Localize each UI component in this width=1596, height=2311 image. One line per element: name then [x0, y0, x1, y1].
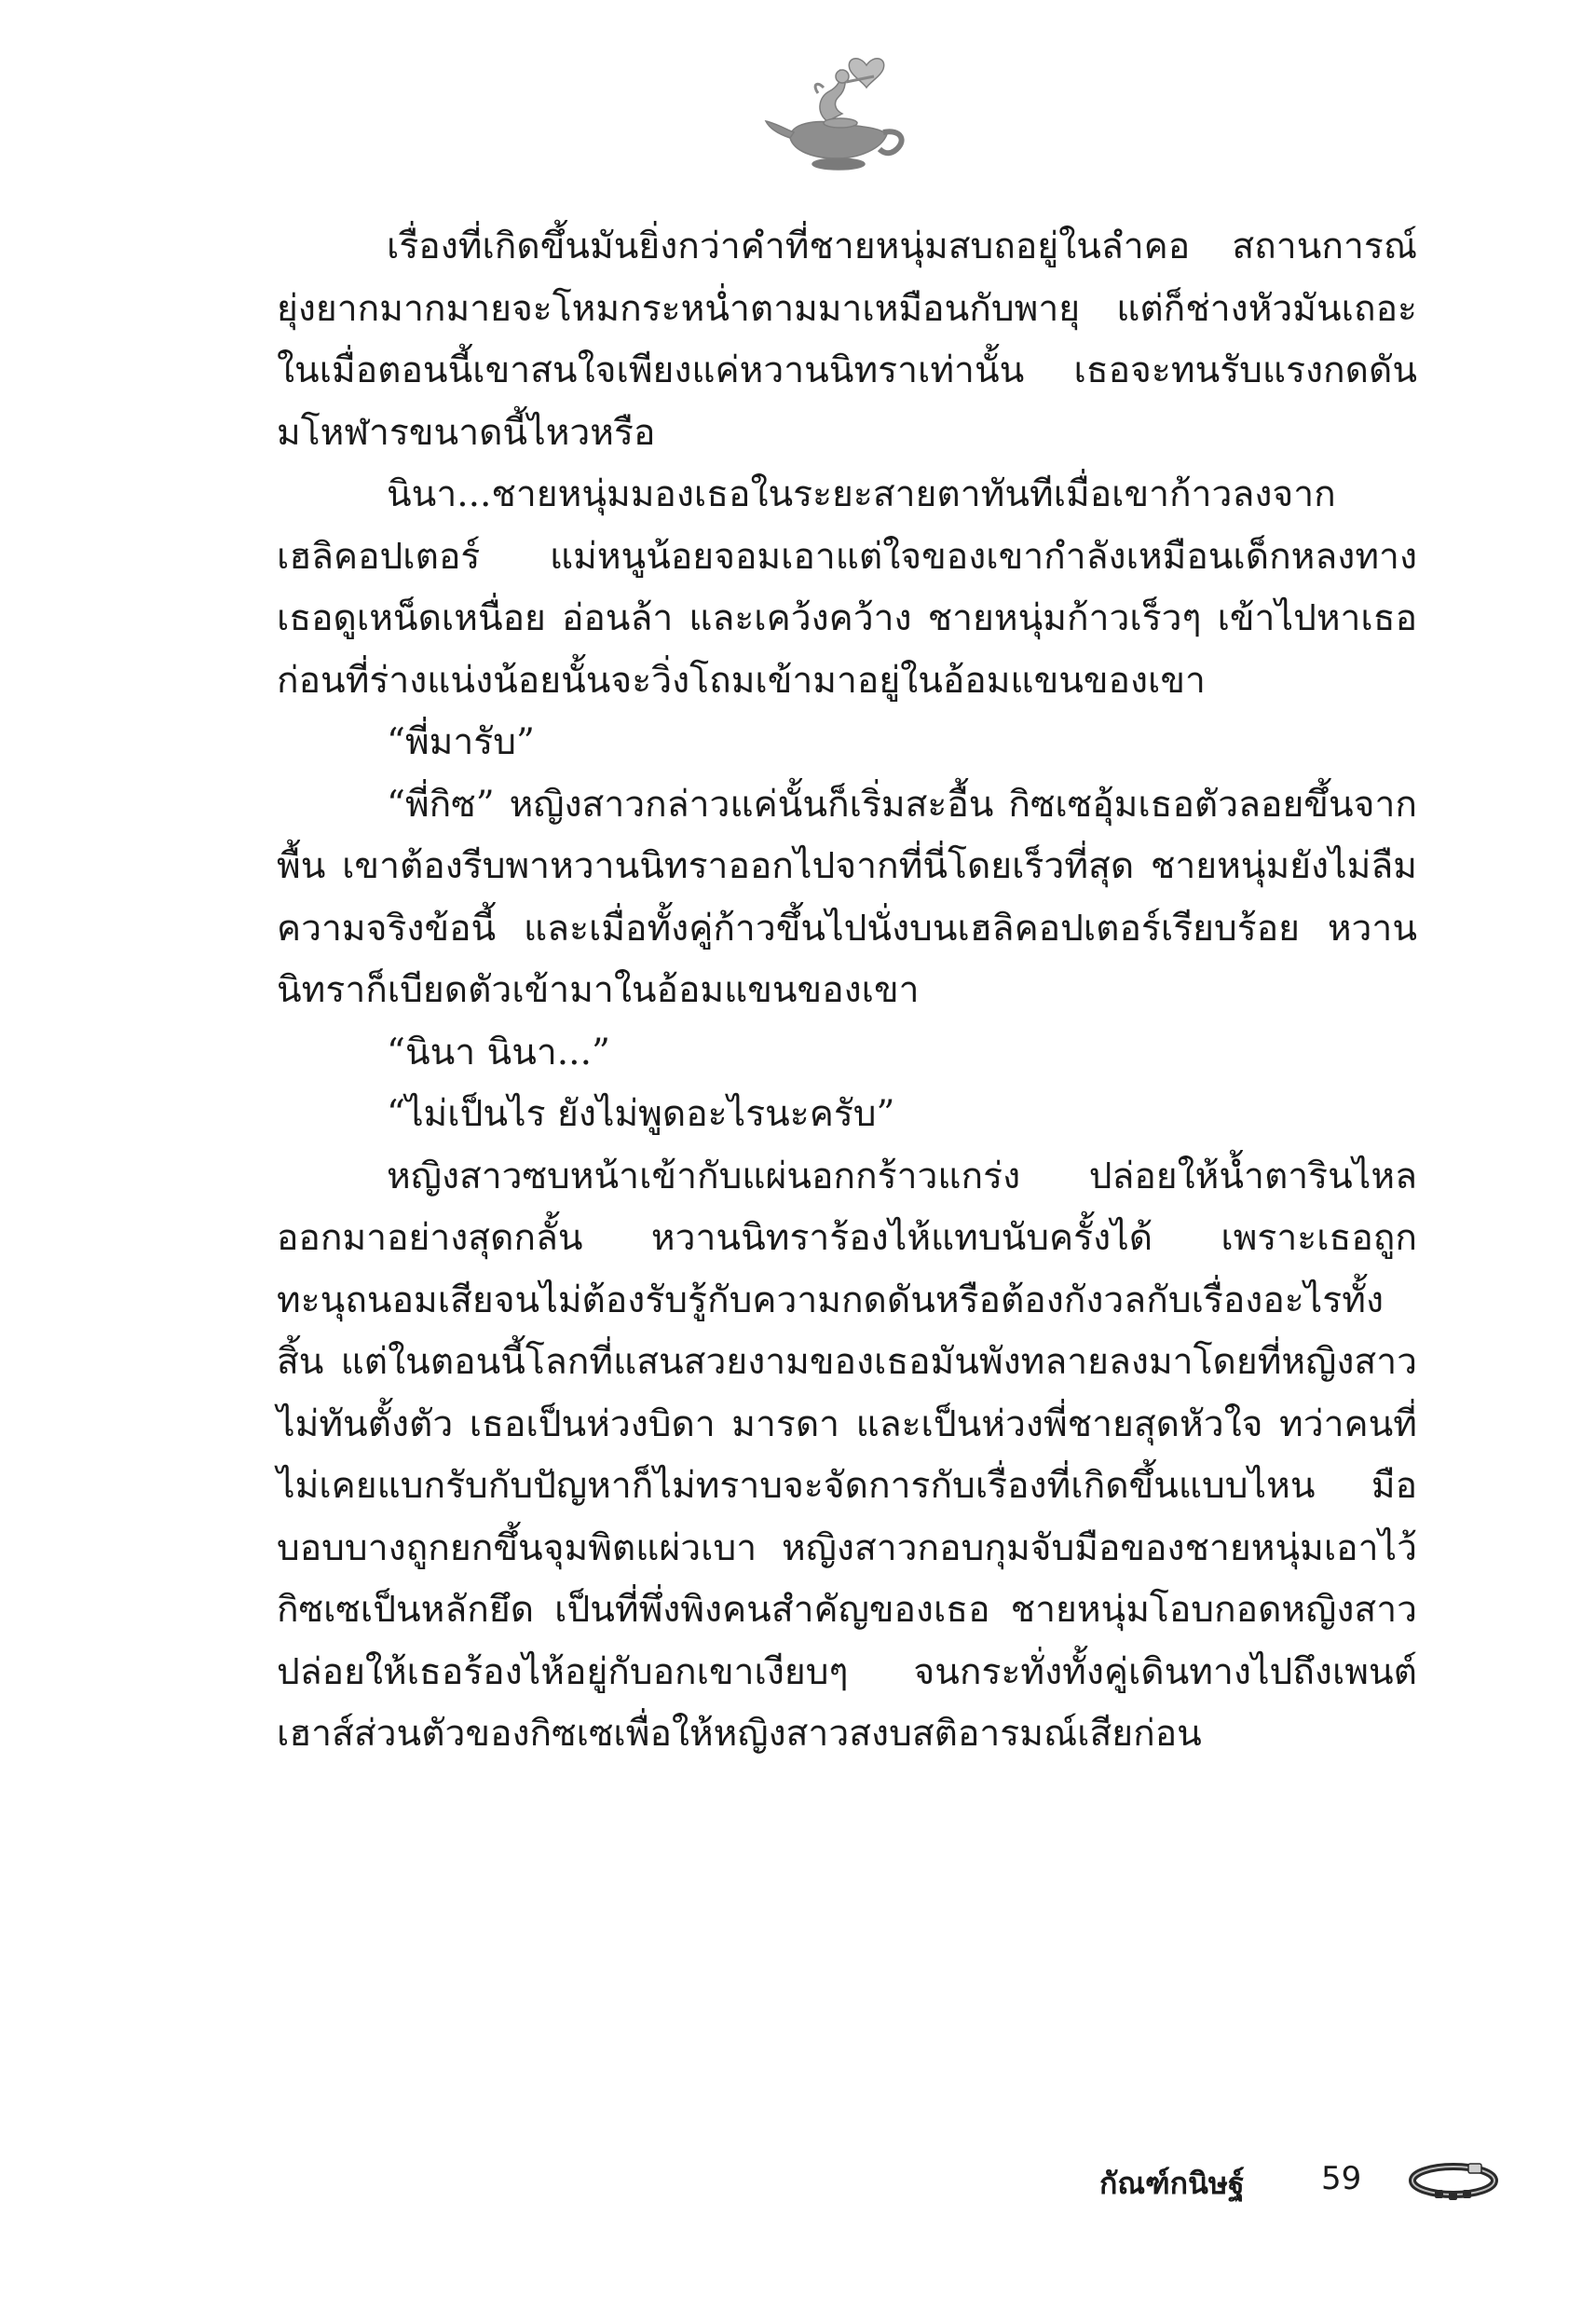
dialogue-line: “ไม่เป็นไร ยังไม่พูดอะไรนะครับ”: [387, 1093, 895, 1135]
paragraph-3: “พี่กิซ” หญิงสาวกล่าวแค่นั้นก็เริ่มสะอื้น กิซเซอุ้มเธอตัวลอยขึ้นจากพื้น เขาต้องรีบพาหวานนิทราออกไปจากที่นี่โดยเร็วที่สุด ชายหนุ่มยังไม่ลืมความจริงข้อนี้ และเมื่อทั้งคู่ก้าวขึ้นไปนั่งบนเฮลิคอปเตอร์เรียบร้อย หวานนิทราก็เบียดตัวเข้ามาในอ้อมแขนของเขา: [277, 783, 1417, 1011]
book-title: กัณฑ์กนิษฐ์: [1099, 2166, 1245, 2201]
page-footer: [1099, 2153, 1435, 2208]
page-number: 59: [1321, 2160, 1362, 2197]
dialogue-line: “นินา นินา...”: [387, 1031, 610, 1073]
paragraph-4: หญิงสาวซบหน้าเข้ากับแผ่นอกกร้าวแกร่ง ปล่อยให้น้ำตารินไหลออกมาอย่างสุดกลั้น หวานนิทราร้องไห้แทบนับครั้งได้ เพราะเธอถูกทะนุถนอมเสียจนไม่ต้องรับรู้กับความกดดันหรือต้องกังวลกับเรื่องอะไรทั้งสิ้น แต่ในตอนนี้โลกที่แสนสวยงามของเธอมันพังทลายลงมาโดยที่หญิงสาวไม่ทันตั้งตัว เธอเป็นห่วงบิดา มารดา และเป็นห่วงพี่ชายสุดหัวใจ ทว่าคนที่ไม่เคยแบกรับกับปัญหาก็ไม่ทราบจะจัดการกับเรื่องที่เกิดขึ้นแบบไหน มือบอบบางถูกยกขึ้นจุมพิตแผ่วเบา หญิงสาวกอบกุมจับมือของชายหนุ่มเอาไว้ กิซเซเป็นหลักยึด เป็นที่พึ่งพิงคนสำคัญของเธอ ชายหนุ่มโอบกอดหญิงสาว ปล่อยให้เธอร้องไห้อยู่กับอกเขาเงียบๆ จนกระทั่งทั้งคู่เดินทางไปถึงเพนต์เฮาส์ส่วนตัวของกิซเซเพื่อให้หญิงสาวสงบสติอารมณ์เสียก่อน: [277, 1155, 1417, 1755]
genie-lamp-icon: [762, 48, 911, 174]
paragraph-1: เรื่องที่เกิดขึ้นมันยิ่งกว่าคำที่ชายหนุ่มสบถอยู่ในลำคอ สถานการณ์ยุ่งยากมากมายจะโหมกระหน่ำตามมาเหมือนกับพายุ แต่ก็ช่างหัวมันเถอะ ในเมื่อตอนนี้เขาสนใจเพียงแค่หวานนิทราเท่านั้น เธอจะทนรับแรงกดดันมโหฬารขนาดนี้ไหวหรือ: [277, 226, 1417, 454]
paragraph-2: นินา...ชายหนุ่มมองเธอในระยะสายตาทันทีเมื่อเขาก้าวลงจากเฮลิคอปเตอร์ แม่หนูน้อยจอมเอาแต่ใจของเขากำลังเหมือนเด็กหลงทาง เธอดูเหน็ดเหนื่อย อ่อนล้า และเคว้งคว้าง ชายหนุ่มก้าวเร็วๆ เข้าไปหาเธอ ก่อนที่ร่างแน่งน้อยนั้นจะวิ่งโถมเข้ามาอยู่ในอ้อมแขนของเขา: [277, 473, 1417, 702]
body-text: [277, 216, 1417, 1766]
dialogue-line: “พี่มารับ”: [387, 721, 535, 763]
bracelet-icon: [1407, 2156, 1500, 2208]
